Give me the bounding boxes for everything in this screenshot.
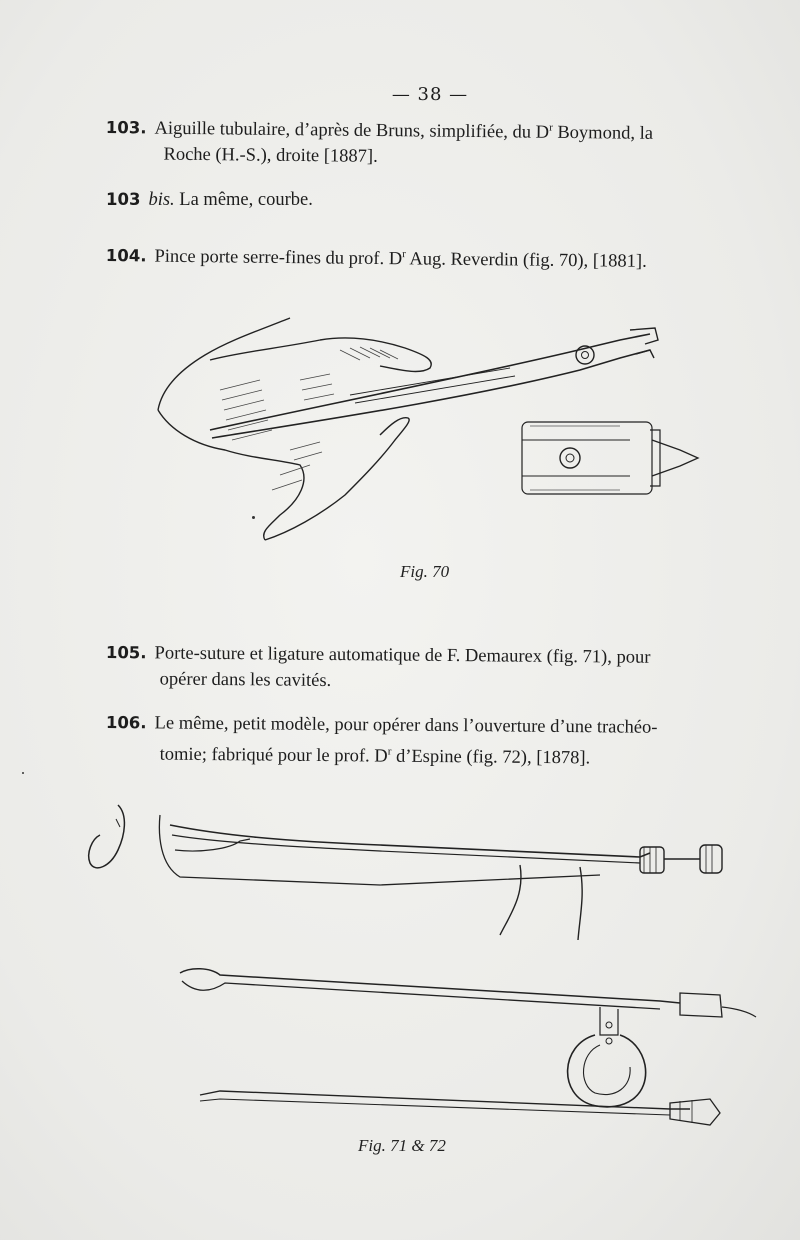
figure-70-illustration [150, 300, 710, 560]
hand-outline [158, 318, 320, 410]
instrument-probe [200, 1091, 720, 1125]
entry-text-line2: opérer dans les cavités. [159, 669, 332, 691]
entry-number: 104. [105, 246, 147, 266]
handle-knob [640, 845, 722, 873]
print-speck [22, 772, 24, 774]
ring-handle [568, 1035, 646, 1107]
entry-text-end: Aug. Reverdin (fig. 70), [1881]. [405, 249, 647, 272]
entry-text-line1: Le même, petit modèle, pour opérer dans l’ouverture d’une trachéo- [154, 713, 658, 738]
instrument-fig-72 [180, 969, 756, 1107]
page-number: — 38 — [391, 84, 469, 105]
forceps-upper-arm [210, 334, 650, 430]
entry-103 [105, 110, 766, 174]
figure-70-caption: Fig. 70 [400, 562, 450, 581]
entry-106 [106, 710, 658, 772]
entry-text: Pince porte serre-fines du prof. D [154, 246, 403, 270]
instrument-fig-71 [159, 815, 722, 940]
superscript: r [549, 121, 553, 134]
entry-text-line1: Porte-suture et ligature automatique de F. Demaurex (fig. 71), pour [154, 643, 651, 668]
entry-text-line1-end: Boymond, la [552, 122, 654, 144]
entry-text-line2-end: d’Espine (fig. 72), [1878]. [391, 746, 591, 769]
entry-104 [106, 238, 647, 275]
entry-text: La même, courbe. [179, 190, 313, 210]
entry-text-line2: Roche (H.-S.), droite [1887]. [163, 144, 378, 168]
entry-number: 103. [105, 118, 147, 138]
entry-number: 103 [106, 190, 141, 209]
superscript: r [387, 745, 392, 758]
print-speck [252, 516, 255, 519]
superscript: r [402, 248, 406, 261]
entry-text-line1: Aiguille tubulaire, d’après de Bruns, simplifiée, du D [154, 118, 550, 143]
figure-71-72-caption: Fig. 71 & 72 [358, 1136, 446, 1155]
curved-needle [89, 805, 125, 868]
entry-bis: bis. [148, 190, 175, 210]
entry-number: 105. [105, 642, 147, 663]
entry-105 [106, 640, 651, 697]
entry-text-line2-start: tomie; fabriqué pour le prof. D [159, 744, 388, 767]
entry-text-line2 [106, 736, 658, 772]
entry-103-bis [106, 187, 313, 213]
forceps-tip-detail [522, 422, 698, 494]
entry-number: 106. [105, 712, 147, 733]
figure-71-72-illustration [80, 795, 770, 1135]
